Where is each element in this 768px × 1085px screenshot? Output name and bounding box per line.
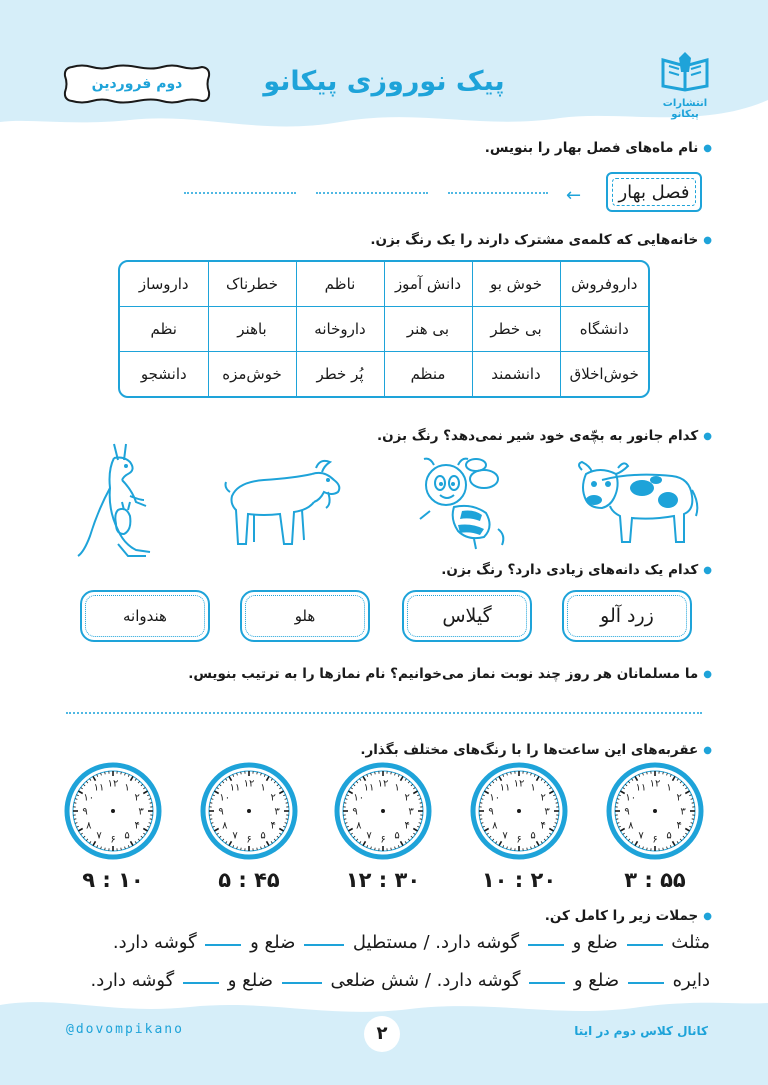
grid-cell[interactable]: داروخانه <box>296 306 384 351</box>
prayer-answer-line[interactable] <box>66 712 702 714</box>
clock-numeral: ۱۲ <box>649 778 661 790</box>
clock-numeral: ۵ <box>124 830 130 842</box>
season-label: فصل بهار <box>612 178 696 206</box>
option-label: هندوانه <box>123 607 167 625</box>
cow-icon[interactable] <box>572 450 702 550</box>
clock-time-label: ۵ : ۴۵ <box>218 868 280 892</box>
clock-center-dot <box>111 809 115 813</box>
clock-numeral: ۹ <box>218 806 224 818</box>
grid-cell[interactable]: دانش آموز <box>384 262 472 306</box>
grid-cell[interactable]: داروساز <box>120 262 208 306</box>
clock-tick <box>241 848 242 850</box>
option-label: زرد آلو <box>600 605 654 627</box>
sentence-part: گوشه دارد. / شش ضلعی <box>330 970 521 991</box>
clock-tick <box>692 819 694 820</box>
clock-numeral: ۱۰ <box>625 792 637 804</box>
clock-numeral: ۶ <box>652 834 658 846</box>
fill-blank[interactable] <box>183 982 219 984</box>
page-number: ۲ <box>364 1016 400 1052</box>
clock-tick <box>286 819 288 820</box>
footer-channel: کانال کلاس دوم در ایتا <box>574 1024 708 1038</box>
clock-numeral: ۸ <box>86 820 92 832</box>
clock-tick <box>121 772 122 774</box>
clock-numeral: ۱۱ <box>635 782 647 794</box>
clock-tick <box>257 848 258 850</box>
grid-cell[interactable]: منظم <box>384 352 472 396</box>
fill-blank[interactable] <box>205 944 241 946</box>
grid-cell[interactable]: دانشمند <box>472 352 560 396</box>
clock-tick <box>74 803 76 804</box>
q1-instruction: ● نام ماه‌های فصل بهار را بنویس. <box>485 140 712 156</box>
clock-time-label: ۳ : ۵۵ <box>624 868 686 892</box>
clock-numeral: ۷ <box>638 830 644 842</box>
option-label: هلو <box>294 607 316 625</box>
clock-tick <box>527 772 528 774</box>
clock-numeral: ۱۲ <box>377 778 389 790</box>
fill-blank[interactable] <box>282 982 322 984</box>
page-title: پیک نوروزی پیکانو <box>263 66 505 97</box>
clock-center-dot <box>381 809 385 813</box>
sentence-part: ضلع و <box>573 970 620 991</box>
clock-numeral: ۷ <box>366 830 372 842</box>
grid-cell[interactable]: نظم <box>120 306 208 351</box>
grid-cell[interactable]: خطرناک <box>208 262 296 306</box>
fill-blank[interactable] <box>528 944 564 946</box>
clock-tick <box>692 803 694 804</box>
clock-numeral: ۹ <box>352 806 358 818</box>
clock-tick <box>647 772 648 774</box>
clock-tick <box>556 819 558 820</box>
clock-numeral: ۴ <box>134 820 140 832</box>
clock-numeral: ۸ <box>628 820 634 832</box>
clock-tick <box>375 772 376 774</box>
answer-line-1[interactable] <box>448 192 548 194</box>
clock-tick <box>480 803 482 804</box>
clock-numeral: ۱۰ <box>83 792 95 804</box>
clock-numeral: ۸ <box>356 820 362 832</box>
option-apricot-button[interactable] <box>562 590 692 642</box>
clock-tick <box>74 819 76 820</box>
clock-tick <box>616 803 618 804</box>
clock-numeral: ۱۱ <box>499 782 511 794</box>
clock-tick <box>210 803 212 804</box>
clock-numeral: ۱ <box>394 782 400 794</box>
answer-line-2[interactable] <box>316 192 428 194</box>
fill-blank[interactable] <box>529 982 565 984</box>
grid-cell[interactable]: بی هنر <box>384 306 472 351</box>
clock-numeral: ۱ <box>260 782 266 794</box>
option-cherry-button[interactable] <box>402 590 532 642</box>
clock-center-dot <box>247 809 251 813</box>
clock-numeral: ۷ <box>502 830 508 842</box>
clock-face[interactable] <box>334 762 432 860</box>
clock-numeral: ۱۲ <box>513 778 525 790</box>
clock-tick <box>150 803 152 804</box>
clock-numeral: ۳ <box>138 806 144 818</box>
kangaroo-icon[interactable] <box>74 440 156 560</box>
grid-cell[interactable]: دانشجو <box>120 352 208 396</box>
clock-numeral: ۹ <box>624 806 630 818</box>
clock-tick <box>105 848 106 850</box>
clock-numeral: ۴ <box>270 820 276 832</box>
clock-numeral: ۴ <box>540 820 546 832</box>
clock-numeral: ۱۰ <box>353 792 365 804</box>
clock-numeral: ۱۰ <box>219 792 231 804</box>
sentence-part: ضلع و <box>572 932 618 953</box>
clock-tick <box>241 772 242 774</box>
clock-tick <box>121 848 122 850</box>
clock-numeral: ۲ <box>404 792 410 804</box>
clock-numeral: ۱۲ <box>243 778 255 790</box>
clock-numeral: ۴ <box>676 820 682 832</box>
q2-instruction: ● خانه‌هایی که کلمه‌ی مشترک دارند را یک رنگ بزن. <box>370 232 712 248</box>
clock-numeral: ۵ <box>666 830 672 842</box>
clock-tick <box>344 803 346 804</box>
option-label: گیلاس <box>442 605 492 627</box>
clock-numeral: ۱ <box>530 782 536 794</box>
clock-face[interactable] <box>470 762 568 860</box>
clock-tick <box>375 848 376 850</box>
clock-tick <box>105 772 106 774</box>
clock-numeral: ۹ <box>82 806 88 818</box>
clock-tick <box>286 803 288 804</box>
date-label: دوم فروردین <box>91 76 183 92</box>
clock-numeral: ۵ <box>530 830 536 842</box>
clock-numeral: ۹ <box>488 806 494 818</box>
clock-tick <box>391 848 392 850</box>
clock-tick <box>257 772 258 774</box>
clock-numeral: ۱۱ <box>363 782 375 794</box>
logo-text: انتشارات پیکانو <box>662 98 708 120</box>
clock-numeral: ۱ <box>666 782 672 794</box>
date-badge <box>62 64 212 104</box>
grid-cell[interactable]: خوش‌مزه <box>208 352 296 396</box>
grid-cell[interactable]: خوش بو <box>472 262 560 306</box>
sentence-part: ضلع و <box>227 970 273 991</box>
clock-numeral: ۳ <box>274 806 280 818</box>
clock-numeral: ۷ <box>96 830 102 842</box>
sentence-part: ضلع و <box>250 932 296 953</box>
q5-instruction: ● ما مسلمانان هر روز چند نوبت نماز می‌خوانیم؟ نام نمازها را به ترتیب بنویس. <box>188 666 712 682</box>
clock-numeral: ۱۱ <box>93 782 105 794</box>
arrow-left-icon: ← <box>566 185 582 206</box>
clock-face[interactable] <box>200 762 298 860</box>
sentence-part: مثلث <box>671 932 710 953</box>
clock-tick <box>556 803 558 804</box>
clock-tick <box>511 848 512 850</box>
sentence-part: دایره <box>672 970 710 991</box>
clock-tick <box>647 848 648 850</box>
grid-cell[interactable]: بی خطر <box>472 306 560 351</box>
q6-instruction: ● عقربه‌های این ساعت‌ها را با رنگ‌های مختلف بگذار. <box>360 742 712 758</box>
clock-tick <box>150 819 152 820</box>
clock-numeral: ۳ <box>408 806 414 818</box>
clock-tick <box>527 848 528 850</box>
footer-handle: @dovompikano <box>66 1022 184 1037</box>
q7-instruction: ● جملات زیر را کامل کن. <box>545 908 712 924</box>
fill-blank[interactable] <box>304 944 344 946</box>
season-box <box>606 172 702 212</box>
clock-center-dot <box>653 809 657 813</box>
sentence-part: گوشه دارد. / مستطیل <box>352 932 520 953</box>
sentence-part: گوشه دارد. <box>112 932 197 953</box>
grid-cell[interactable]: پُر خطر <box>296 352 384 396</box>
clock-tick <box>663 848 664 850</box>
clock-numeral: ۱۱ <box>229 782 241 794</box>
grid-cell[interactable]: باهنر <box>208 306 296 351</box>
clock-time-label: ۱۰ : ۲۰ <box>481 868 557 892</box>
fill-blank[interactable] <box>627 944 663 946</box>
clock-numeral: ۵ <box>260 830 266 842</box>
clock-face[interactable] <box>64 762 162 860</box>
clock-numeral: ۷ <box>232 830 238 842</box>
q3-instruction: ● کدام جانور به بچّه‌ی خود شیر نمی‌دهد؟ رنگ بزن. <box>377 428 712 444</box>
clock-numeral: ۲ <box>540 792 546 804</box>
clock-tick <box>210 819 212 820</box>
clock-numeral: ۱ <box>124 782 130 794</box>
clock-tick <box>480 819 482 820</box>
clock-numeral: ۱۰ <box>489 792 501 804</box>
clock-time-label: ۱۲ : ۳۰ <box>345 868 421 892</box>
clock-tick <box>420 819 422 820</box>
clock-numeral: ۲ <box>676 792 682 804</box>
clock-numeral: ۴ <box>404 820 410 832</box>
clock-numeral: ۸ <box>222 820 228 832</box>
clock-center-dot <box>517 809 521 813</box>
clock-tick <box>511 772 512 774</box>
grid-cell[interactable]: ناظم <box>296 262 384 306</box>
sentence-part: گوشه دارد. <box>90 970 175 991</box>
clock-numeral: ۳ <box>680 806 686 818</box>
q4-instruction: ● کدام یک دانه‌های زیادی دارد؟ رنگ بزن. <box>441 562 712 578</box>
clock-face[interactable] <box>606 762 704 860</box>
goat-icon[interactable] <box>224 452 348 548</box>
clock-tick <box>663 772 664 774</box>
option-watermelon-button[interactable] <box>80 590 210 642</box>
clock-numeral: ۶ <box>380 834 386 846</box>
clock-tick <box>616 819 618 820</box>
clock-numeral: ۲ <box>270 792 276 804</box>
clock-numeral: ۳ <box>544 806 550 818</box>
grid-cell[interactable]: دانشگاه <box>560 306 648 351</box>
clock-tick <box>391 772 392 774</box>
clock-time-label: ۹ : ۱۰ <box>82 868 144 892</box>
sentence-line-2 <box>90 970 710 991</box>
bee-icon[interactable] <box>414 455 514 551</box>
answer-line-3[interactable] <box>184 192 296 194</box>
sentence-line-1 <box>113 932 710 953</box>
fill-blank[interactable] <box>628 982 664 984</box>
clock-numeral: ۶ <box>110 834 116 846</box>
clock-numeral: ۶ <box>516 834 522 846</box>
clock-tick <box>344 819 346 820</box>
clock-numeral: ۵ <box>394 830 400 842</box>
grid-cell[interactable]: خوش‌اخلاق <box>560 352 648 396</box>
grid-cell[interactable]: داروفروش <box>560 262 648 306</box>
clock-numeral: ۶ <box>246 834 252 846</box>
clock-numeral: ۱۲ <box>107 778 119 790</box>
clock-tick <box>420 803 422 804</box>
option-peach-button[interactable] <box>240 590 370 642</box>
word-grid <box>118 260 650 398</box>
clock-numeral: ۸ <box>492 820 498 832</box>
clock-numeral: ۲ <box>134 792 140 804</box>
